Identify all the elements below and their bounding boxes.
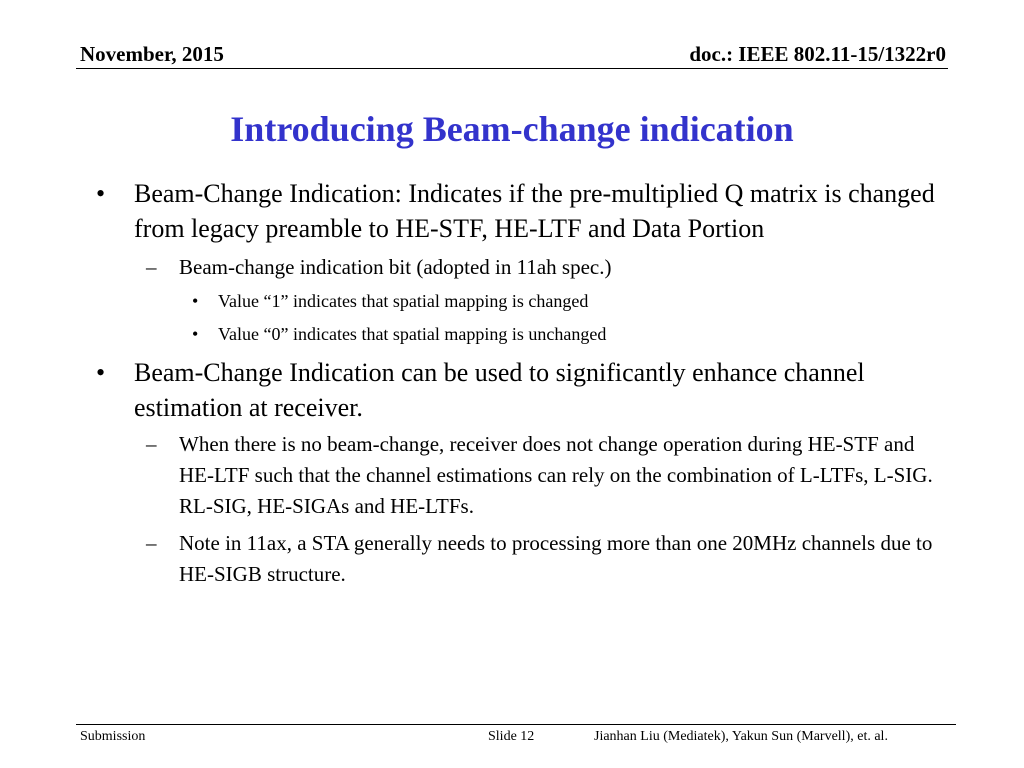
header-divider [76, 68, 948, 69]
sub-sub-bullet-text: Value “1” indicates that spatial mapping is changed [218, 291, 589, 311]
dash-marker: – [146, 531, 157, 555]
bullet-text: Beam-Change Indication: Indicates if the pre-multiplied Q matrix is changed from legacy preamble to HE-STF, HE-LTF and Data Portion [134, 179, 935, 243]
bullet-marker: • [192, 291, 199, 311]
sub-sub-bullet-value-0 [192, 322, 932, 346]
sub-sub-bullet-value-1 [192, 289, 932, 313]
sub-bullet-beam-change-bit [146, 252, 946, 283]
sub-bullet-text: When there is no beam-change, receiver does not change operation during HE-STF and HE-LTF such that the channel estimations can rely on the combination of L-LTFs, L-SIG. RL-SIG, HE-SIGAs and HE-LTFs. [179, 432, 933, 518]
bullet-beam-change-indication [96, 176, 941, 246]
footer-authors: Jianhan Liu (Mediatek), Yakun Sun (Marvell), et. al. [594, 729, 888, 744]
sub-bullet-text: Beam-change indication bit (adopted in 11ah spec.) [179, 255, 612, 279]
dash-marker: – [146, 432, 157, 456]
sub-bullet-text: Note in 11ax, a STA generally needs to processing more than one 20MHz channels due to HE-SIGB structure. [179, 531, 933, 586]
footer-divider [76, 724, 956, 725]
sub-bullet-no-beam-change [146, 429, 946, 522]
sub-sub-bullet-text: Value “0” indicates that spatial mapping is unchanged [218, 324, 607, 344]
footer-slide-number: Slide 12 [488, 729, 535, 744]
footer-submission: Submission [80, 729, 146, 744]
header-date: November, 2015 [80, 42, 224, 66]
slide-title: Introducing Beam-change indication [230, 109, 794, 149]
header-doc-id: doc.: IEEE 802.11-15/1322r0 [689, 42, 946, 66]
bullet-channel-estimation [96, 355, 941, 425]
dash-marker: – [146, 255, 157, 279]
bullet-marker: • [192, 324, 199, 344]
bullet-marker: • [96, 179, 106, 208]
bullet-marker: • [96, 358, 106, 387]
sub-bullet-11ax-note [146, 528, 946, 590]
bullet-text: Beam-Change Indication can be used to significantly enhance channel estimation at receiver. [134, 358, 865, 422]
